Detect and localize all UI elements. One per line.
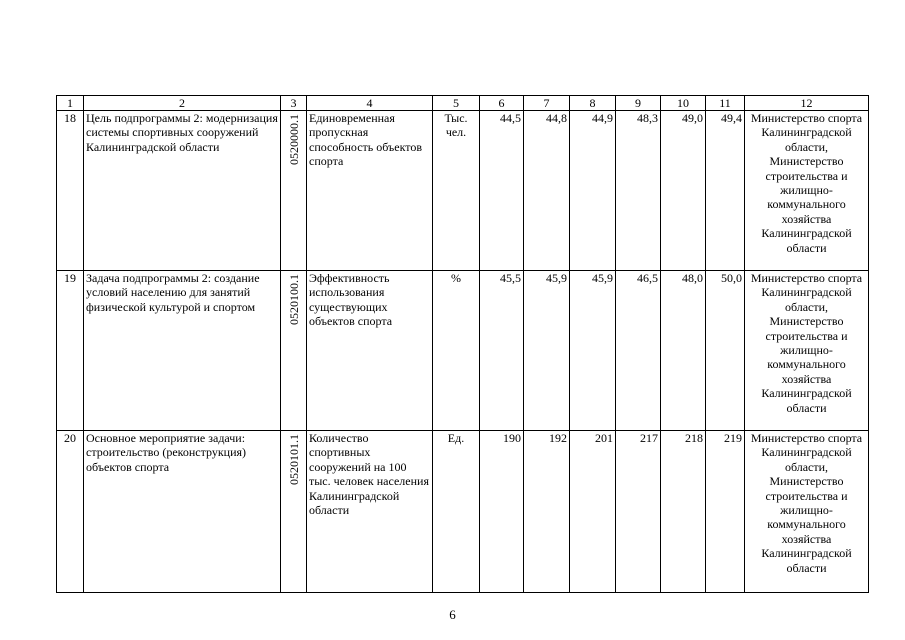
row-code-cell	[281, 111, 307, 271]
row-value-7: 44,8	[524, 111, 570, 271]
row-responsible: Министерство спорта Калининградской области, Министерство строительства и жилищно-коммунального хозяйства Калининградской области	[745, 111, 869, 271]
row-responsible: Министерство спорта Калининградской области, Министерство строительства и жилищно-коммунального хозяйства Калининградской области	[745, 271, 869, 431]
indicators-table	[56, 95, 869, 593]
row-code: 0520000.1	[286, 114, 301, 165]
row-name: Цель подпрограммы 2: модернизация системы спортивных сооружений Калининградской области	[84, 111, 281, 271]
row-value-7: 192	[524, 431, 570, 593]
row-value-8: 45,9	[570, 271, 616, 431]
col-header-6: 6	[480, 96, 524, 111]
row-value-9: 46,5	[616, 271, 661, 431]
row-unit: %	[433, 271, 480, 431]
row-number: 20	[57, 431, 84, 593]
row-code-cell	[281, 431, 307, 593]
row-value-10: 218	[661, 431, 706, 593]
row-value-7: 45,9	[524, 271, 570, 431]
row-indicator: Эффективность использования существующих объектов спорта	[307, 271, 433, 431]
col-header-7: 7	[524, 96, 570, 111]
col-header-11: 11	[706, 96, 745, 111]
row-value-10: 49,0	[661, 111, 706, 271]
row-value-8: 44,9	[570, 111, 616, 271]
col-header-8: 8	[570, 96, 616, 111]
row-value-10: 48,0	[661, 271, 706, 431]
row-code: 0520101.1	[286, 434, 301, 485]
col-header-9: 9	[616, 96, 661, 111]
row-code-cell	[281, 271, 307, 431]
col-header-2: 2	[84, 96, 281, 111]
row-unit: Ед.	[433, 431, 480, 593]
col-header-12: 12	[745, 96, 869, 111]
row-number: 18	[57, 111, 84, 271]
col-header-4: 4	[307, 96, 433, 111]
row-value-11: 49,4	[706, 111, 745, 271]
col-header-1: 1	[57, 96, 84, 111]
col-header-5: 5	[433, 96, 480, 111]
row-indicator: Единовременная пропускная способность объектов спорта	[307, 111, 433, 271]
row-unit: Тыс. чел.	[433, 111, 480, 271]
row-name: Основное мероприятие задачи: строительство (реконструкция) объектов спорта	[84, 431, 281, 593]
row-value-6: 45,5	[480, 271, 524, 431]
col-header-10: 10	[661, 96, 706, 111]
header-row	[57, 96, 869, 111]
page-number: 6	[449, 607, 456, 622]
row-number: 19	[57, 271, 84, 431]
row-value-8: 201	[570, 431, 616, 593]
col-header-3: 3	[281, 96, 307, 111]
row-value-11: 219	[706, 431, 745, 593]
row-responsible: Министерство спорта Калининградской области, Министерство строительства и жилищно-коммунального хозяйства Калининградской области	[745, 431, 869, 593]
row-indicator: Количество спортивных сооружений на 100 тыс. человек населения Калининградской области	[307, 431, 433, 593]
row-value-9: 217	[616, 431, 661, 593]
table-row	[57, 111, 869, 271]
row-name: Задача подпрограммы 2: создание условий населению для занятий физической культурой и спортом	[84, 271, 281, 431]
row-value-9: 48,3	[616, 111, 661, 271]
table-row	[57, 431, 869, 593]
row-value-11: 50,0	[706, 271, 745, 431]
row-code: 0520100.1	[286, 274, 301, 325]
row-value-6: 190	[480, 431, 524, 593]
table-row	[57, 271, 869, 431]
row-value-6: 44,5	[480, 111, 524, 271]
